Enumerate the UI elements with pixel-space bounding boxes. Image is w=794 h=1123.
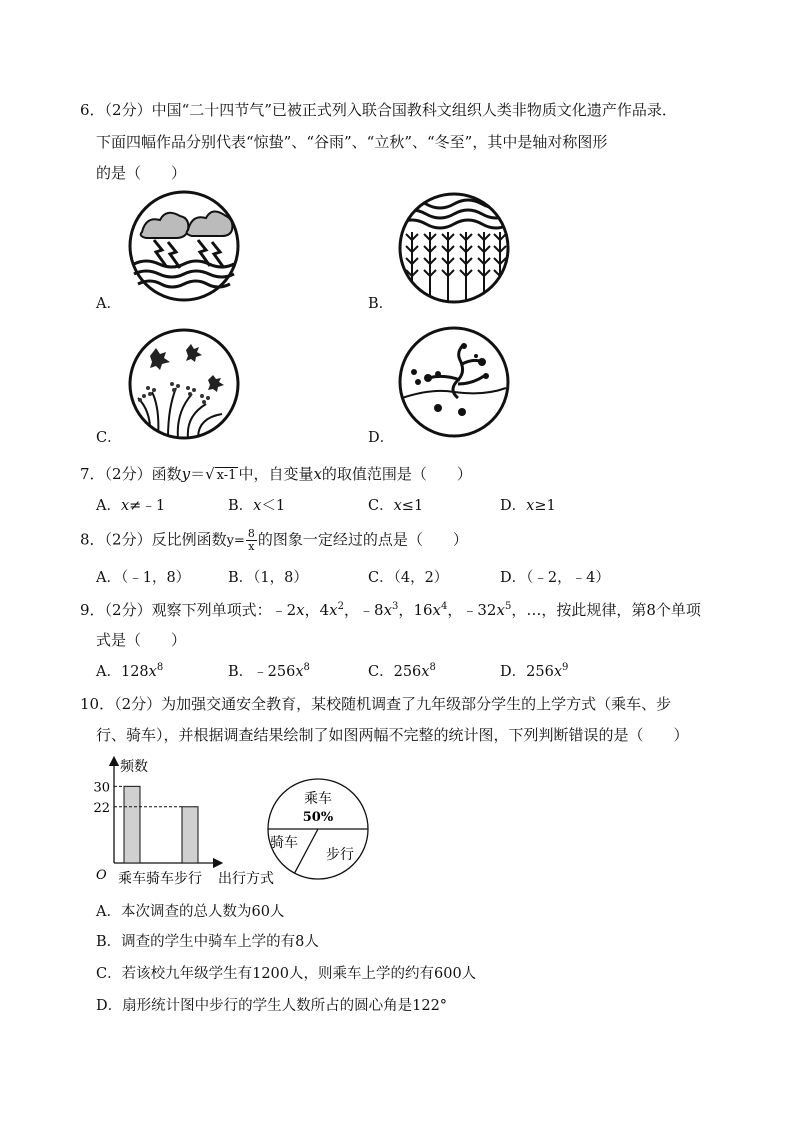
option-a-image [128,190,240,302]
bar-步行 [182,807,198,863]
category-label: 骑车 [146,871,174,887]
pie-label-骑车: 骑车 [270,835,298,851]
q9-term: $﹣32x^5$， [462,601,527,619]
q10-option-b[interactable]: B．调查的学生中骑车上学的有8人 [96,934,319,950]
category-label: 步行 [174,871,202,887]
q6-option-a-label[interactable]: A． [96,296,121,312]
q8-option-d[interactable]: D．（﹣2，﹣4） [500,570,610,586]
q6-option-b-label[interactable]: B． [368,296,394,312]
q6-option-c-label[interactable]: C． [96,430,122,446]
q9-suffix: …，按此规律，第8个单项 [526,601,701,619]
q8-fraction [246,528,257,553]
q7-prefix: 7．（2分）函数 [80,465,182,483]
q8-denominator: x [248,540,255,553]
q8-func: y= [226,533,245,549]
tick-label-22: 22 [93,800,110,816]
q10-option-a[interactable]: A．本次调查的总人数为60人 [96,904,285,920]
q9-option-b[interactable]: B．$﹣256x^8$ [228,662,310,680]
q6-line1: 6．（2分）中国“二十四节气”已被正式列入联合国教科文组织人类非物质文化遗产作品录． [80,101,677,119]
q8-option-a[interactable]: A．（﹣1，8） [96,570,191,586]
q9-prefix: 9．（2分）观察下列单项式： [80,601,272,619]
q8-numerator: 8 [247,527,255,540]
q10-option-c[interactable]: C．若该校九年级学生有1200人，则乘车上学的约有600人 [96,966,477,982]
q7-option-c[interactable]: C．x≤1 [368,498,424,514]
origin-label: O [96,868,107,883]
q7-radical: √ [205,465,215,483]
q9-option-c[interactable]: C．$256x^8$ [368,662,436,680]
q7-eq: ＝ [190,465,206,483]
bar-乘车 [124,786,140,863]
option-b-image [398,192,510,304]
pie-chart [258,776,380,882]
q6-line2: 下面四幅作品分别代表“惊蛰”、“谷雨”、“立秋”、“冬至”，其中是轴对称图形 [96,133,608,151]
pie-label-乘车: 乘车 [304,791,332,807]
q7-radicand: x-1 [216,468,237,483]
q9-term: $16x^4$， [413,601,463,619]
q8-option-b[interactable]: B．（1，8） [228,570,308,586]
q9-stem [80,600,701,620]
y-axis-label: 频数 [120,759,148,775]
q7-option-a[interactable]: A．x≠﹣1 [96,498,166,514]
q7-mid: 中，自变量 [238,465,314,483]
option-c-image [128,328,240,440]
q8-suffix: 的图象一定经过的点是（ ） [257,530,468,549]
x-axis-label: 出行方式 [218,871,274,887]
q10-option-d[interactable]: D．扇形统计图中步行的学生人数所占的圆心角是122° [96,998,448,1014]
q10-line1: 10．（2分）为加强交通安全教育，某校随机调查了九年级部分学生的上学方式（乘车、步 [80,695,672,713]
q9-term: ﹣2x， [271,601,320,619]
q7-option-b[interactable]: B．x＜1 [228,498,286,514]
q7-stem [80,464,472,484]
option-d-image [398,326,510,438]
q9-terms [272,601,527,619]
pie-annotation-乘车: 50% [302,810,334,825]
q9-term: $4x^2$， [319,601,360,619]
category-label: 乘车 [118,871,146,887]
q9-line2: 式是（ ） [96,631,187,649]
q10-line2: 行、骑车），并根据调查结果绘制了如图两幅不完整的统计图，下列判断错误的是（ ） [96,726,689,744]
tick-label-30: 30 [93,780,110,796]
q7-y: y [181,465,191,483]
pie-label-步行: 步行 [326,847,354,863]
q7-x: x [313,465,322,483]
q9-option-a[interactable]: A．$128x^8$ [96,662,164,680]
q7-suffix: 的取值范围是（ ） [321,465,472,483]
q9-term: $﹣8x^3$， [359,601,414,619]
q6-option-d-label[interactable]: D． [368,430,395,446]
category-labels [118,870,202,887]
q7-option-d[interactable]: D．x≥1 [500,498,556,514]
q6-line3: 的是（ ） [96,164,187,182]
q8-stem [80,528,468,553]
q9-option-d[interactable]: D．$256x^9$ [500,662,569,680]
q8-option-c[interactable]: C．（4，2） [368,570,449,586]
q8-prefix: 8．（2分）反比例函数 [80,530,227,549]
